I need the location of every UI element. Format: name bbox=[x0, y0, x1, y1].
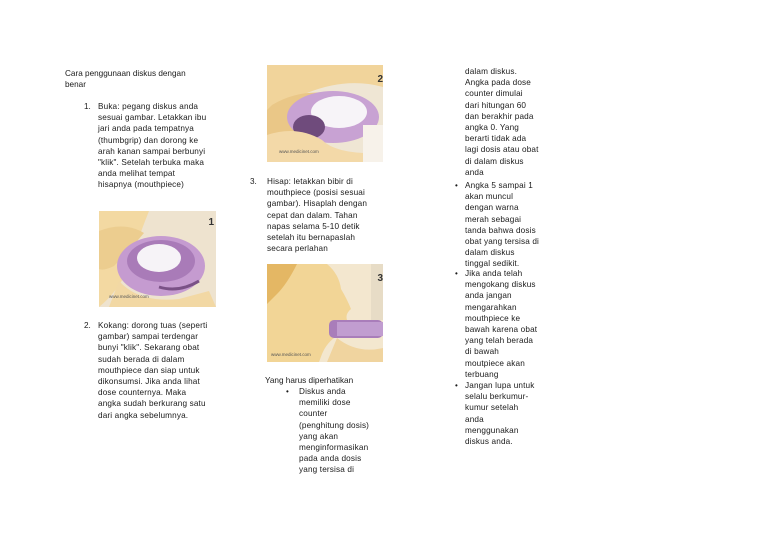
bullet-2-symbol: • bbox=[455, 181, 458, 190]
instructions-title: Cara penggunaan diskus dengan benar bbox=[65, 69, 186, 90]
image-3-label: 3 bbox=[377, 273, 383, 284]
step-1-number: 1. bbox=[84, 102, 91, 111]
diskus-cock-photo bbox=[267, 65, 383, 162]
continuation-text: dalam diskus. Angka pada dose counter dimulai dari hitungan 60 dan berakhir pada angka 0. Yang berarti tidak ada lagi dosis atau obat di dalam diskus anda bbox=[465, 67, 539, 177]
bullet-3-symbol: • bbox=[455, 269, 458, 278]
step-2-text: Kokang: dorong tuas (seperti gambar) sampai terdengar bunyi "klik". Sekarang obat sudah berada di dalam mouthpiece dan siap untuk dikonsumsi. Jika anda lihat dose counternya. Maka angka sudah berkurang satu dari angka sebelumnya. bbox=[98, 321, 208, 420]
image-2-label: 2 bbox=[377, 74, 383, 85]
step-3-number: 3. bbox=[250, 177, 257, 186]
image-1-label: 1 bbox=[208, 217, 214, 228]
diskus-inhale-photo bbox=[267, 264, 383, 362]
bullet-1-text: Diskus anda memiliki dose counter (penghitung dosis) yang akan menginformasikan pada anda dosis yang tersisa di bbox=[299, 387, 370, 475]
diskus-open-photo bbox=[99, 211, 216, 307]
bullet-3-text: Jika anda telah mengokang diskus anda jangan mengarahkan mouthpiece ke bawah karena obat yang telah berada di bawah moutpiece akan terbuang bbox=[465, 269, 538, 379]
bullet-2-text: Angka 5 sampai 1 akan muncul dengan warna merah sebagai tanda bahwa dosis obat yang tersisa di dalam diskus tinggal sedikit. bbox=[465, 181, 540, 269]
image-3-watermark: www.medicinet.com bbox=[271, 352, 311, 357]
step-2-number: 2. bbox=[84, 321, 91, 330]
image-2-watermark: www.medicinet.com bbox=[279, 149, 319, 154]
image-1-watermark: www.medicinet.com bbox=[109, 294, 149, 299]
bullet-1-symbol: • bbox=[286, 387, 289, 396]
step-3-text: Hisap: letakkan bibir di mouthpiece (posisi sesuai gambar). Hisaplah dengan cepat dan dalam. Tahan napas selama 5-10 detik setelah itu bernapaslah secara perlahan bbox=[267, 177, 368, 254]
notes-title: Yang harus diperhatikan bbox=[265, 376, 354, 385]
step-1-text: Buka: pegang diskus anda sesuai gambar. Letakkan ibu jari anda pada tempatnya (thumbgrip) dan dorong ke arah kanan sampai berbunyi "klik". Setelah terbuka maka anda melihat tempat hisapnya (mouthpiece) bbox=[98, 102, 207, 190]
bullet-4-text: Jangan lupa untuk selalu berkumur-kumur setelah anda menggunakan diskus anda. bbox=[465, 381, 535, 447]
bullet-4-symbol: • bbox=[455, 381, 458, 390]
